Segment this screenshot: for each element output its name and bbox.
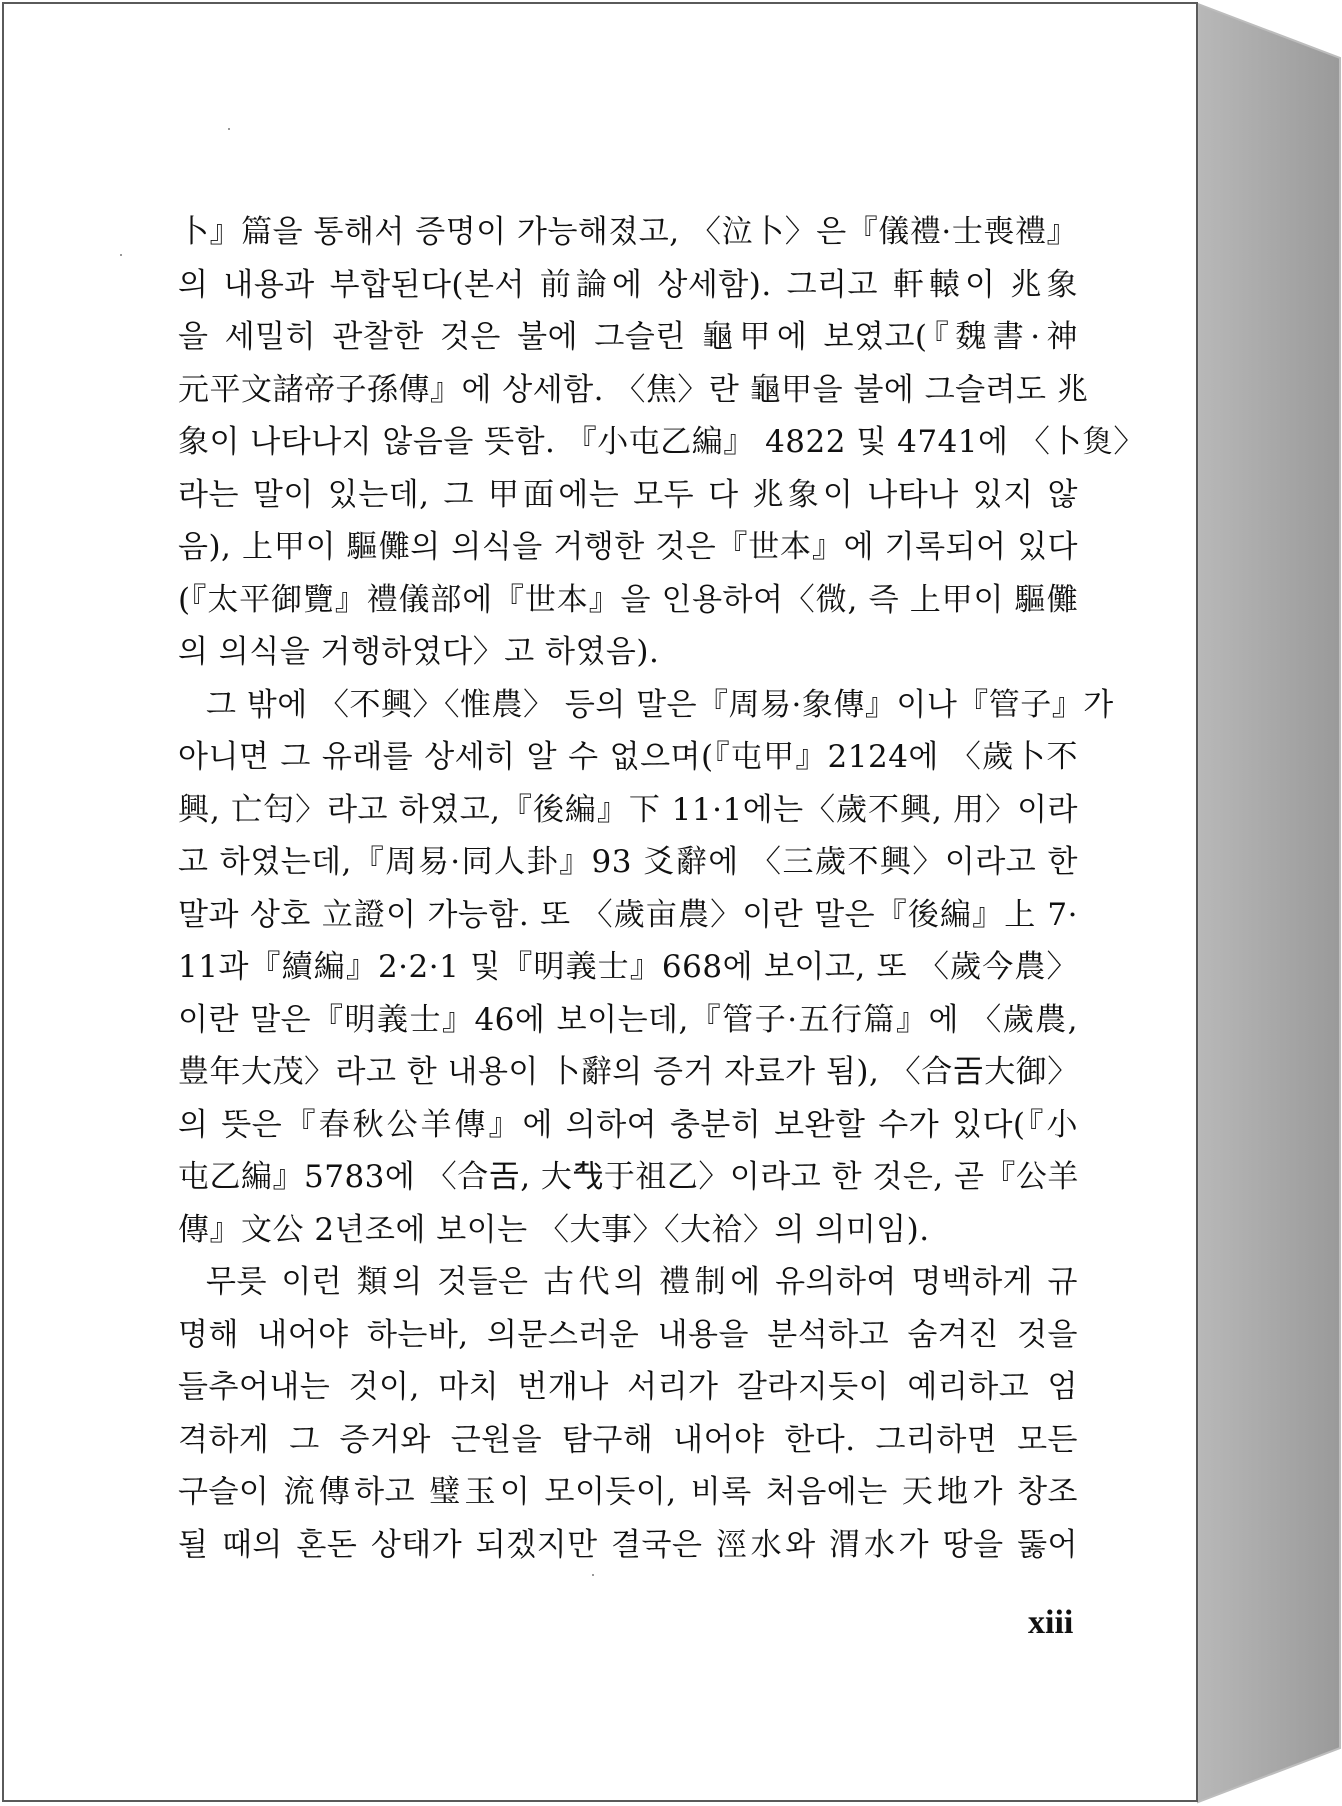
scan-speck	[228, 128, 230, 130]
text-line: 傳』文公 2년조에 보이는 〈大事〉〈大祫〉의 의미임).	[178, 1211, 930, 1248]
text-line: 興, 亡匄〉라고 하였고,『後編』下 11·1에는〈歲不興, 用〉이라	[178, 791, 1078, 828]
text-line: 屯乙編』5783에 〈合𢀛, 大𢦔于祖乙〉이라고 한 것은, 곧『公羊	[178, 1159, 1079, 1195]
body-text	[178, 206, 1145, 1571]
text-line: 무릇 이런 類의 것들은 古代의 禮制에 유의하여 명백하게 규	[206, 1264, 1078, 1300]
text-line: 의 내용과 부합된다(본서 前論에 상세함). 그리고 軒轅이 兆象	[178, 266, 1078, 303]
paragraph-3	[178, 1256, 1078, 1571]
scan-speck	[120, 254, 122, 256]
text-line: 될 때의 혼돈 상태가 되겠지만 결국은 涇水와 渭水가 땅을 뚫어	[178, 1526, 1078, 1563]
text-line: 의 뜻은『春秋公羊傳』에 의하여 충분히 보완할 수가 있다(『小	[178, 1106, 1078, 1143]
text-line: 라는 말이 있는데, 그 甲面에는 모두 다 兆象이 나타나 있지 않	[178, 476, 1078, 513]
text-line: 이란 말은『明義士』46에 보이는데,『管子·五行篇』에 〈歲農,	[178, 1001, 1078, 1038]
text-line: 豊年大茂〉라고 한 내용이 卜辭의 증거 자료가 됨), 〈合𢀛大御〉	[178, 1054, 1079, 1090]
text-line: 아니면 그 유래를 상세히 알 수 없으며(『屯甲』2124에 〈歲卜不	[178, 739, 1078, 775]
text-line: 음), 上甲이 驅儺의 의식을 거행한 것은『世本』에 기록되어 있다	[178, 529, 1078, 565]
page-number: xiii	[1028, 1604, 1074, 1641]
text-line: 말과 상호 立證이 가능함. 또 〈歲亩農〉이란 말은『後編』上 7·	[178, 896, 1078, 933]
text-line: 들추어내는 것이, 마치 번개나 서리가 갈라지듯이 예리하고 엄	[178, 1369, 1078, 1405]
book-side-panel	[1198, 4, 1340, 1802]
text-line: 象이 나타나지 않음을 뜻함. 『小屯乙編』 4822 및 4741에 〈卜𤋳〉	[178, 424, 1145, 460]
text-line: 11과『續編』2·2·1 및『明義士』668에 보이고, 또 〈歲今農〉	[178, 949, 1078, 985]
text-line: 고 하였는데,『周易·同人卦』93 爻辭에 〈三歲不興〉이라고 한	[178, 844, 1078, 880]
text-line: 을 세밀히 관찰한 것은 불에 그슬린 龜甲에 보였고(『魏書·神	[178, 319, 1078, 355]
text-line: (『太平御覽』禮儀部에『世本』을 인용하여〈微, 즉 上甲이 驅儺	[178, 581, 1078, 618]
text-line: 명해 내어야 하는바, 의문스러운 내용을 분석하고 숨겨진 것을	[178, 1316, 1078, 1353]
text-line: 구슬이 流傳하고 璧玉이 모이듯이, 비록 처음에는 天地가 창조	[178, 1474, 1078, 1510]
paragraph-2	[178, 679, 1114, 1257]
text-line: 卜』篇을 통해서 증명이 가능해졌고, 〈泣卜〉은『儀禮·士喪禮』	[178, 214, 1078, 250]
text-line: 元平文諸帝子孫傳』에 상세함. 〈焦〉란 龜甲을 불에 그슬려도 兆	[178, 371, 1089, 408]
scan-speck	[592, 1574, 594, 1576]
paragraph-1	[178, 206, 1145, 679]
text-line: 의 의식을 거행하였다〉고 하였음).	[178, 634, 660, 670]
text-line: 격하게 그 증거와 근원을 탐구해 내어야 한다. 그리하면 모든	[178, 1421, 1078, 1458]
text-line: 그 밖에 〈不興〉〈惟農〉 등의 말은『周易·象傳』이나『管子』가	[206, 686, 1114, 723]
